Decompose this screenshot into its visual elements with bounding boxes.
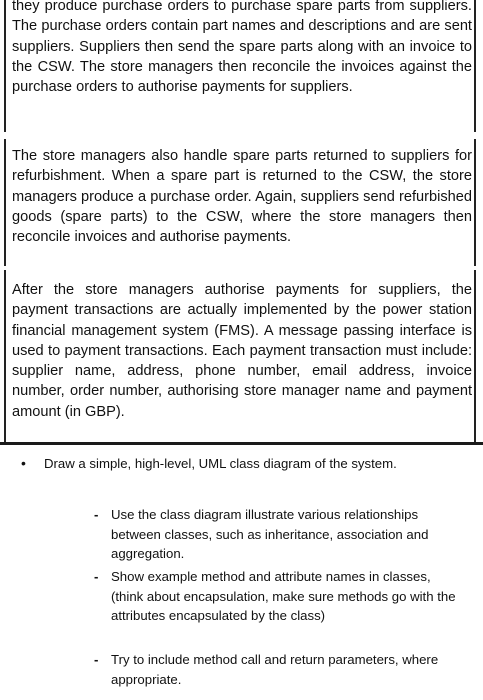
task-subitem-text: Use the class diagram illustrate various relationships between classes, such as inheritance, association and aggregation. (111, 507, 429, 561)
task-subitem (94, 567, 464, 626)
paragraph-refurbishment: The store managers also handle spare parts returned to suppliers for refurbishment. When a spare part is returned to the CSW, the store managers produce a purchase order. Again, suppliers send refurbished goods (spare parts) to the CSW, where the store managers then reconcile invoices and authorise payments. (12, 148, 472, 246)
paragraph-purchase-orders: they produce purchase orders to purchase spare parts from suppliers. The purchase orders contain part names and descriptions and are sent suppliers. Suppliers then send the spare parts along with an invoice to the CSW. The store managers then reconcile the invoices against the purchase orders to authorise payments for suppliers. (12, 0, 472, 96)
task-subitem (94, 650, 464, 689)
task-subitem (94, 505, 464, 564)
task-subitem-text: Try to include method call and return parameters, where appropriate. (111, 652, 439, 687)
paragraph-payment-transactions: After the store managers authorise payments for suppliers, the payment transactions are actually implemented by the power station financial management system (FMS). A message passing interface is used to payment transactions. Each payment transaction must include: supplier name, address, phone number, email address, invoice number, order number, authorising store manager name and payment amount (in GBP). (12, 282, 472, 420)
dash-icon: - (94, 507, 99, 522)
task-main-item (22, 454, 402, 474)
dash-icon: - (94, 569, 99, 584)
task-subitem-text: Show example method and attribute names in classes, (think about encapsulation, make sure methods go with the attributes encapsulated by the class) (111, 569, 456, 623)
bullet-icon: • (21, 455, 26, 471)
dash-icon: - (94, 652, 99, 667)
task-main-text: Draw a simple, high-level, UML class diagram of the system. (44, 456, 397, 471)
task-section (0, 445, 483, 700)
